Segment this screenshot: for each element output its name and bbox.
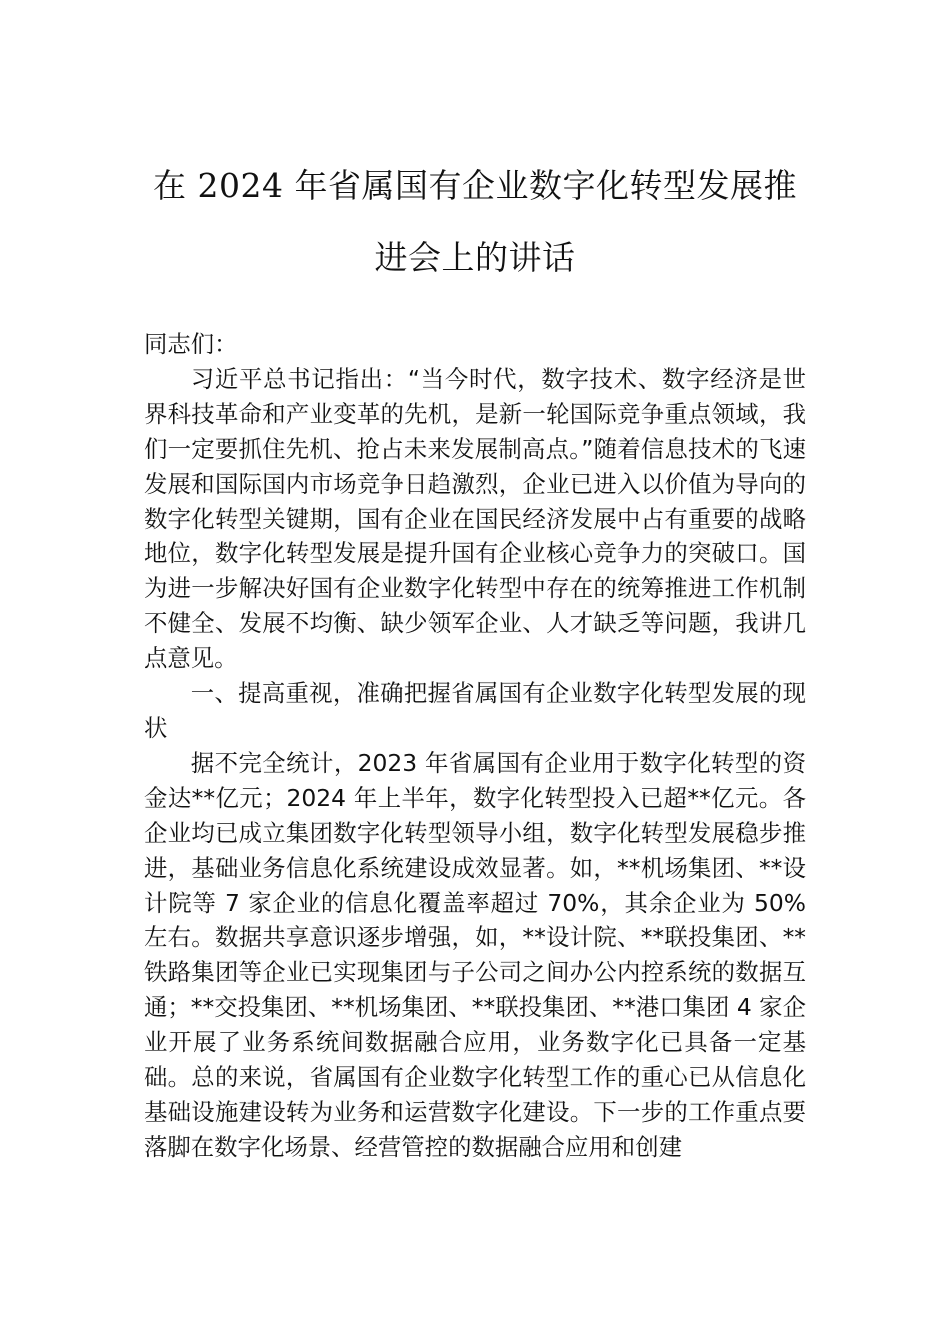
document-title-line-1: 在 2024 年省属国有企业数字化转型发展推	[153, 166, 797, 205]
paragraph-status: 据不完全统计，2023 年省属国有企业用于数字化转型的资金达**亿元；2024 年上半年，数字化转型投入已超**亿元。各企业均已成立集团数字化转型领导小组，数字化转型发展稳步推进，基础业务信息化系统建设成效显著。如，**机场集团、**设计院等 7 家企业的信息化覆盖率超过 70%，其余企业为 50%左右。数据共享意识逐步增强，如，**设计院、**联投集团、**铁路集团等企业已实现集团与子公司之间办公内控系统的数据互通；**交投集团、**机场集团、**联投集团、**港口集团 4 家企业开展了业务系统间数据融合应用，业务数字化已具备一定基础。总的来说，省属国有企业数字化转型工作的重心已从信息化基础设施建设转为业务和运营数字化建设。下一步的工作重点要落脚在数字化场景、经营管控的数据融合应用和创建	[144, 748, 806, 1161]
paragraph-intro: 习近平总书记指出：“当今时代，数字技术、数字经济是世界科技革命和产业变革的先机，是新一轮国际竞争重点领域，我们一定要抓住先机、抢占未来发展制高点。”随着信息技术的飞速发展和国际国内市场竞争日趋激烈，企业已进入以价值为导向的数字化转型关键期，国有企业在国民经济发展中占有重要的战略地位，数字化转型发展是提升国有企业核心竞争力的突破口。国为进一步解决好国有企业数字化转型中存在的统筹推进工作机制不健全、发展不均衡、缺少领军企业、人才缺乏等问题，我讲几点意见。	[144, 364, 806, 673]
document-title-line-2: 进会上的讲话	[374, 238, 576, 277]
section-heading-1: 一、提高重视，准确把握省属国有企业数字化转型发展的现状	[144, 679, 806, 742]
salutation: 同志们：	[144, 330, 238, 358]
document-body	[144, 327, 806, 1165]
